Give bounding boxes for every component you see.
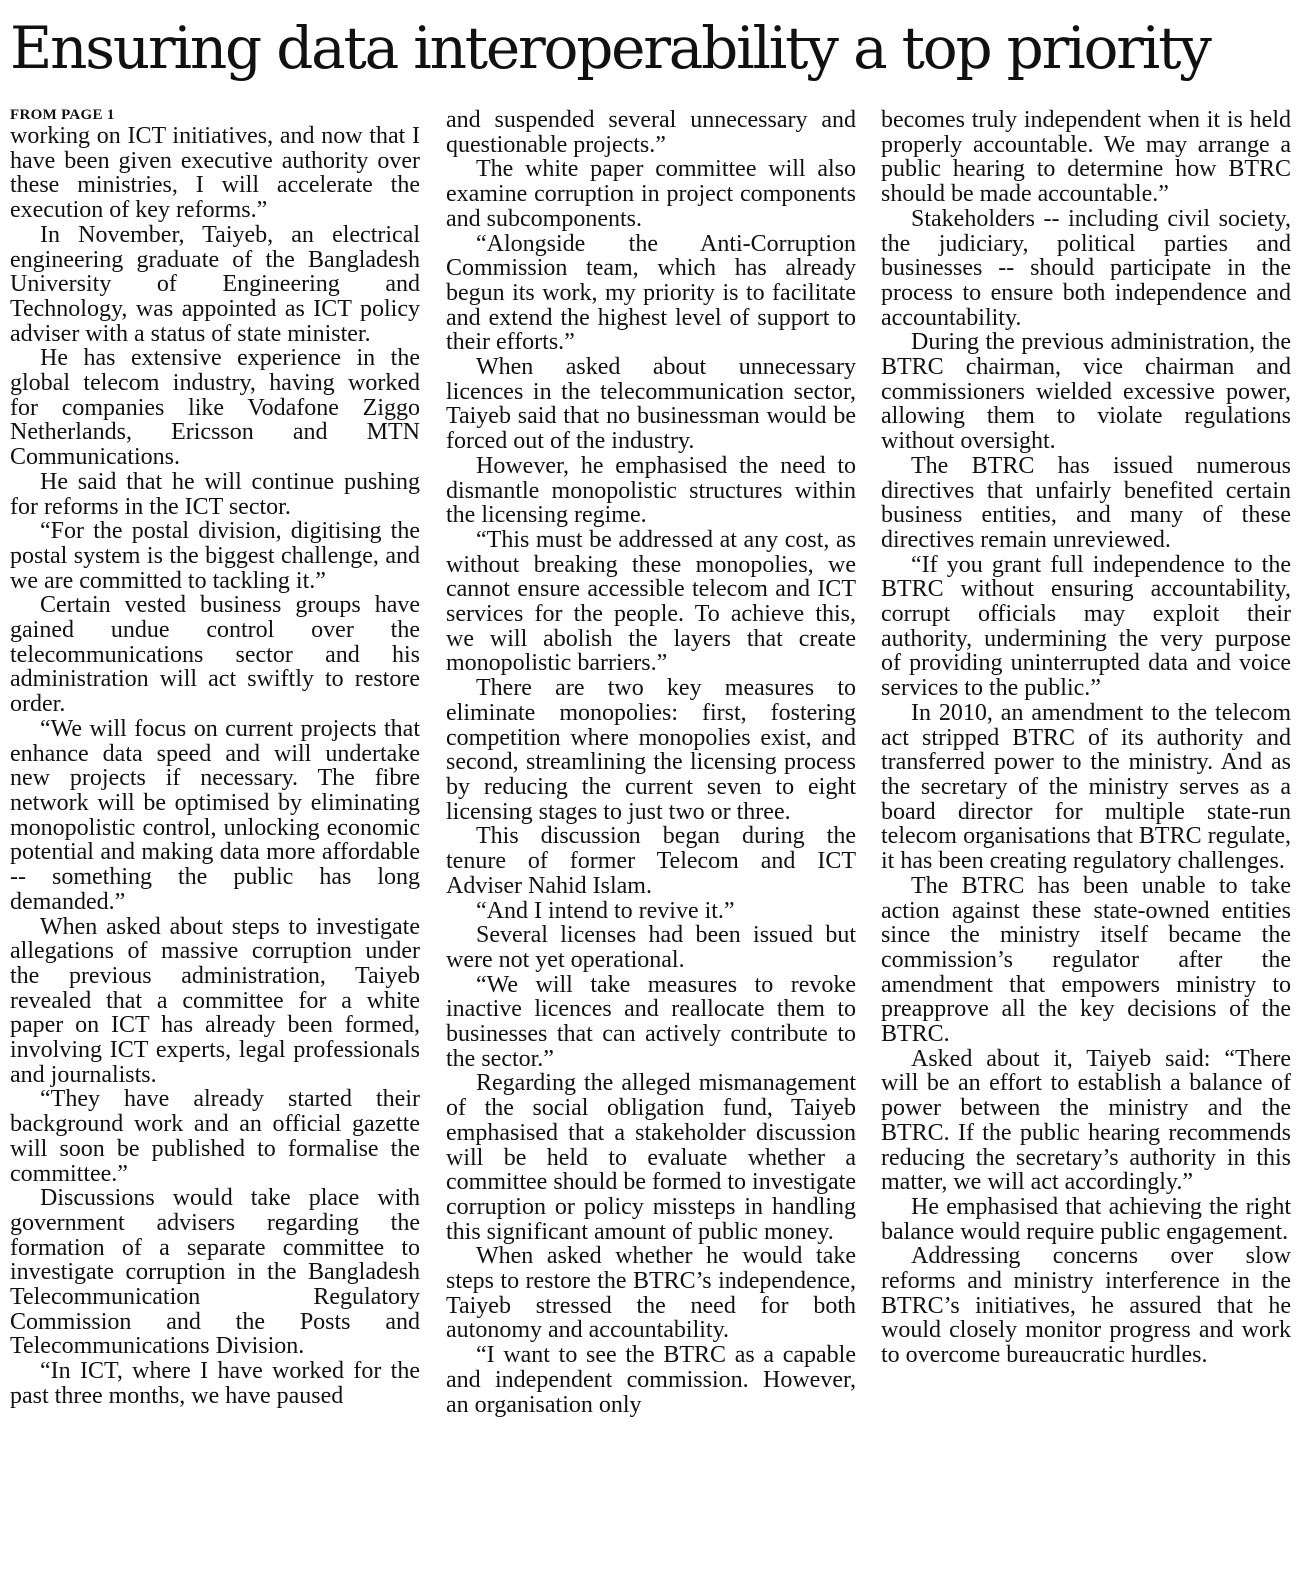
article-headline: Ensuring data interoperability a top priority [10, 14, 1210, 82]
paragraph: Addressing concerns over slow reforms and ministry interference in the BTRC’s initiatives, he assured that he would closely monitor progress and work to overcome bureaucratic hurdles. [881, 1243, 1291, 1369]
continuation-kicker: FROM PAGE 1 [10, 107, 115, 123]
paragraph: Discussions would take place with government advisers regarding the formation of a separate committee to investigate corruption in the Bangladesh Telecommunication Regulatory Commission and the Posts and Telecommunications Division. [10, 1185, 420, 1360]
paragraph: The white paper committee will also examine corruption in project components and subcomponents. [446, 156, 856, 232]
paragraph: There are two key measures to eliminate monopolies: first, fostering competition where monopolies exist, and second, streamlining the licensing process by reducing the current seven to eight licensing stages to just two or three. [446, 675, 856, 825]
paragraph: When asked about unnecessary licences in the telecommunication sector, Taiyeb said that no businessman would be forced out of the industry. [446, 354, 856, 455]
paragraph: “I want to see the BTRC as a capable and independent commission. However, an organisation only [446, 1342, 856, 1418]
paragraph: “If you grant full independence to the BTRC without ensuring accountability, corrupt officials may exploit their authority, undermining the very purpose of providing uninterrupted data and voice services to the public.” [881, 551, 1291, 702]
paragraph: When asked whether he would take steps to restore the BTRC’s independence, Taiyeb stressed the need for both autonomy and accountability. [446, 1243, 856, 1344]
paragraph: working on ICT initiatives, and now that I have been given executive authority over these ministries, I will accelerate the execution of key reforms.” [10, 123, 420, 224]
paragraph: Regarding the alleged mismanagement of the social obligation fund, Taiyeb emphasised that a stakeholder discussion will be held to evaluate whether a committee should be formed to investigate corruption or policy missteps in handling this significant amount of public money. [446, 1070, 856, 1245]
paragraph: “This must be addressed at any cost, as without breaking these monopolies, we cannot ensure accessible telecom and ICT services for the people. To achieve this, we will abolish the layers that create monopolistic barriers.” [446, 526, 856, 677]
article-column-1 [10, 106, 420, 1409]
paragraph: Stakeholders -- including civil society, the judiciary, political parties and businesses -- should participate in the process to ensure both independence and accountability. [881, 205, 1291, 331]
article-column-2 [446, 108, 856, 1417]
paragraph: During the previous administration, the BTRC chairman, vice chairman and commissioners wielded excessive power, allowing them to violate regulations without oversight. [881, 329, 1291, 455]
paragraph: In November, Taiyeb, an electrical engineering graduate of the Bangladesh University of Engineering and Technology, was appointed as ICT policy adviser with a status of state minister. [10, 221, 420, 347]
paragraph: When asked about steps to investigate allegations of massive corruption under the previous administration, Taiyeb revealed that a committee for a white paper on ICT has already been formed, involving ICT experts, legal professionals and journalists. [10, 913, 420, 1088]
paragraph: “We will focus on current projects that enhance data speed and will undertake new projects if necessary. The fibre network will be optimised by eliminating monopolistic control, unlocking economic potential and making data more affordable -- something the public has long demanded.” [10, 715, 420, 915]
paragraph: The BTRC has been unable to take action against these state-owned entities since the ministry itself became the commission’s regulator after the amendment that empowers ministry to preapprove all the key decisions of the BTRC. [881, 872, 1291, 1048]
paragraph: “In ICT, where I have worked for the past three months, we have paused [10, 1358, 420, 1409]
paragraph: becomes truly independent when it is held properly accountable. We may arrange a public hearing to determine how BTRC should be made accountable.” [881, 107, 1291, 208]
paragraph: He emphasised that achieving the right balance would require public engagement. [881, 1193, 1291, 1245]
paragraph: He has extensive experience in the global telecom industry, having worked for companies like Vodafone Ziggo Netherlands, Ericsson and MTN Communications. [10, 345, 420, 471]
paragraph: The BTRC has issued numerous directives that unfairly benefited certain business entities, and many of these directives remain unreviewed. [881, 452, 1291, 553]
paragraph: “We will take measures to revoke inactive licences and reallocate them to businesses that can actively contribute to the sector.” [446, 971, 856, 1072]
paragraph: However, he emphasised the need to dismantle monopolistic structures within the licensing regime. [446, 452, 856, 529]
paragraph: “For the postal division, digitising the postal system is the biggest challenge, and we are committed to tackling it.” [10, 518, 420, 594]
paragraph: and suspended several unnecessary and questionable projects.” [446, 107, 856, 158]
paragraph: “And I intend to revive it.” [476, 897, 735, 924]
paragraph: Certain vested business groups have gained undue control over the telecommunications sector and his administration will act swiftly to restore order. [10, 592, 420, 718]
paragraph: He said that he will continue pushing for reforms in the ICT sector. [10, 468, 420, 520]
paragraph: “They have already started their background work and an official gazette will soon be published to formalise the committee.” [10, 1086, 420, 1187]
article-column-3 [881, 108, 1291, 1368]
paragraph: In 2010, an amendment to the telecom act stripped BTRC of its authority and transferred power to the ministry. And as the secretary of the ministry serves as a board director for multiple state-run telecom organisations that BTRC regulate, it has been creating regulatory challenges. [881, 699, 1291, 875]
paragraph: Asked about it, Taiyeb said: “There will be an effort to establish a balance of power between the ministry and the BTRC. If the public hearing recommends reducing the secretary’s authority in this matter, we will act accordingly.” [881, 1045, 1291, 1196]
paragraph: “Alongside the Anti-Corruption Commission team, which has already begun its work, my priority is to facilitate and extend the highest level of support to their efforts.” [446, 230, 856, 356]
paragraph: This discussion began during the tenure of former Telecom and ICT Adviser Nahid Islam. [446, 823, 856, 899]
paragraph: Several licenses had been issued but were not yet operational. [446, 922, 856, 973]
